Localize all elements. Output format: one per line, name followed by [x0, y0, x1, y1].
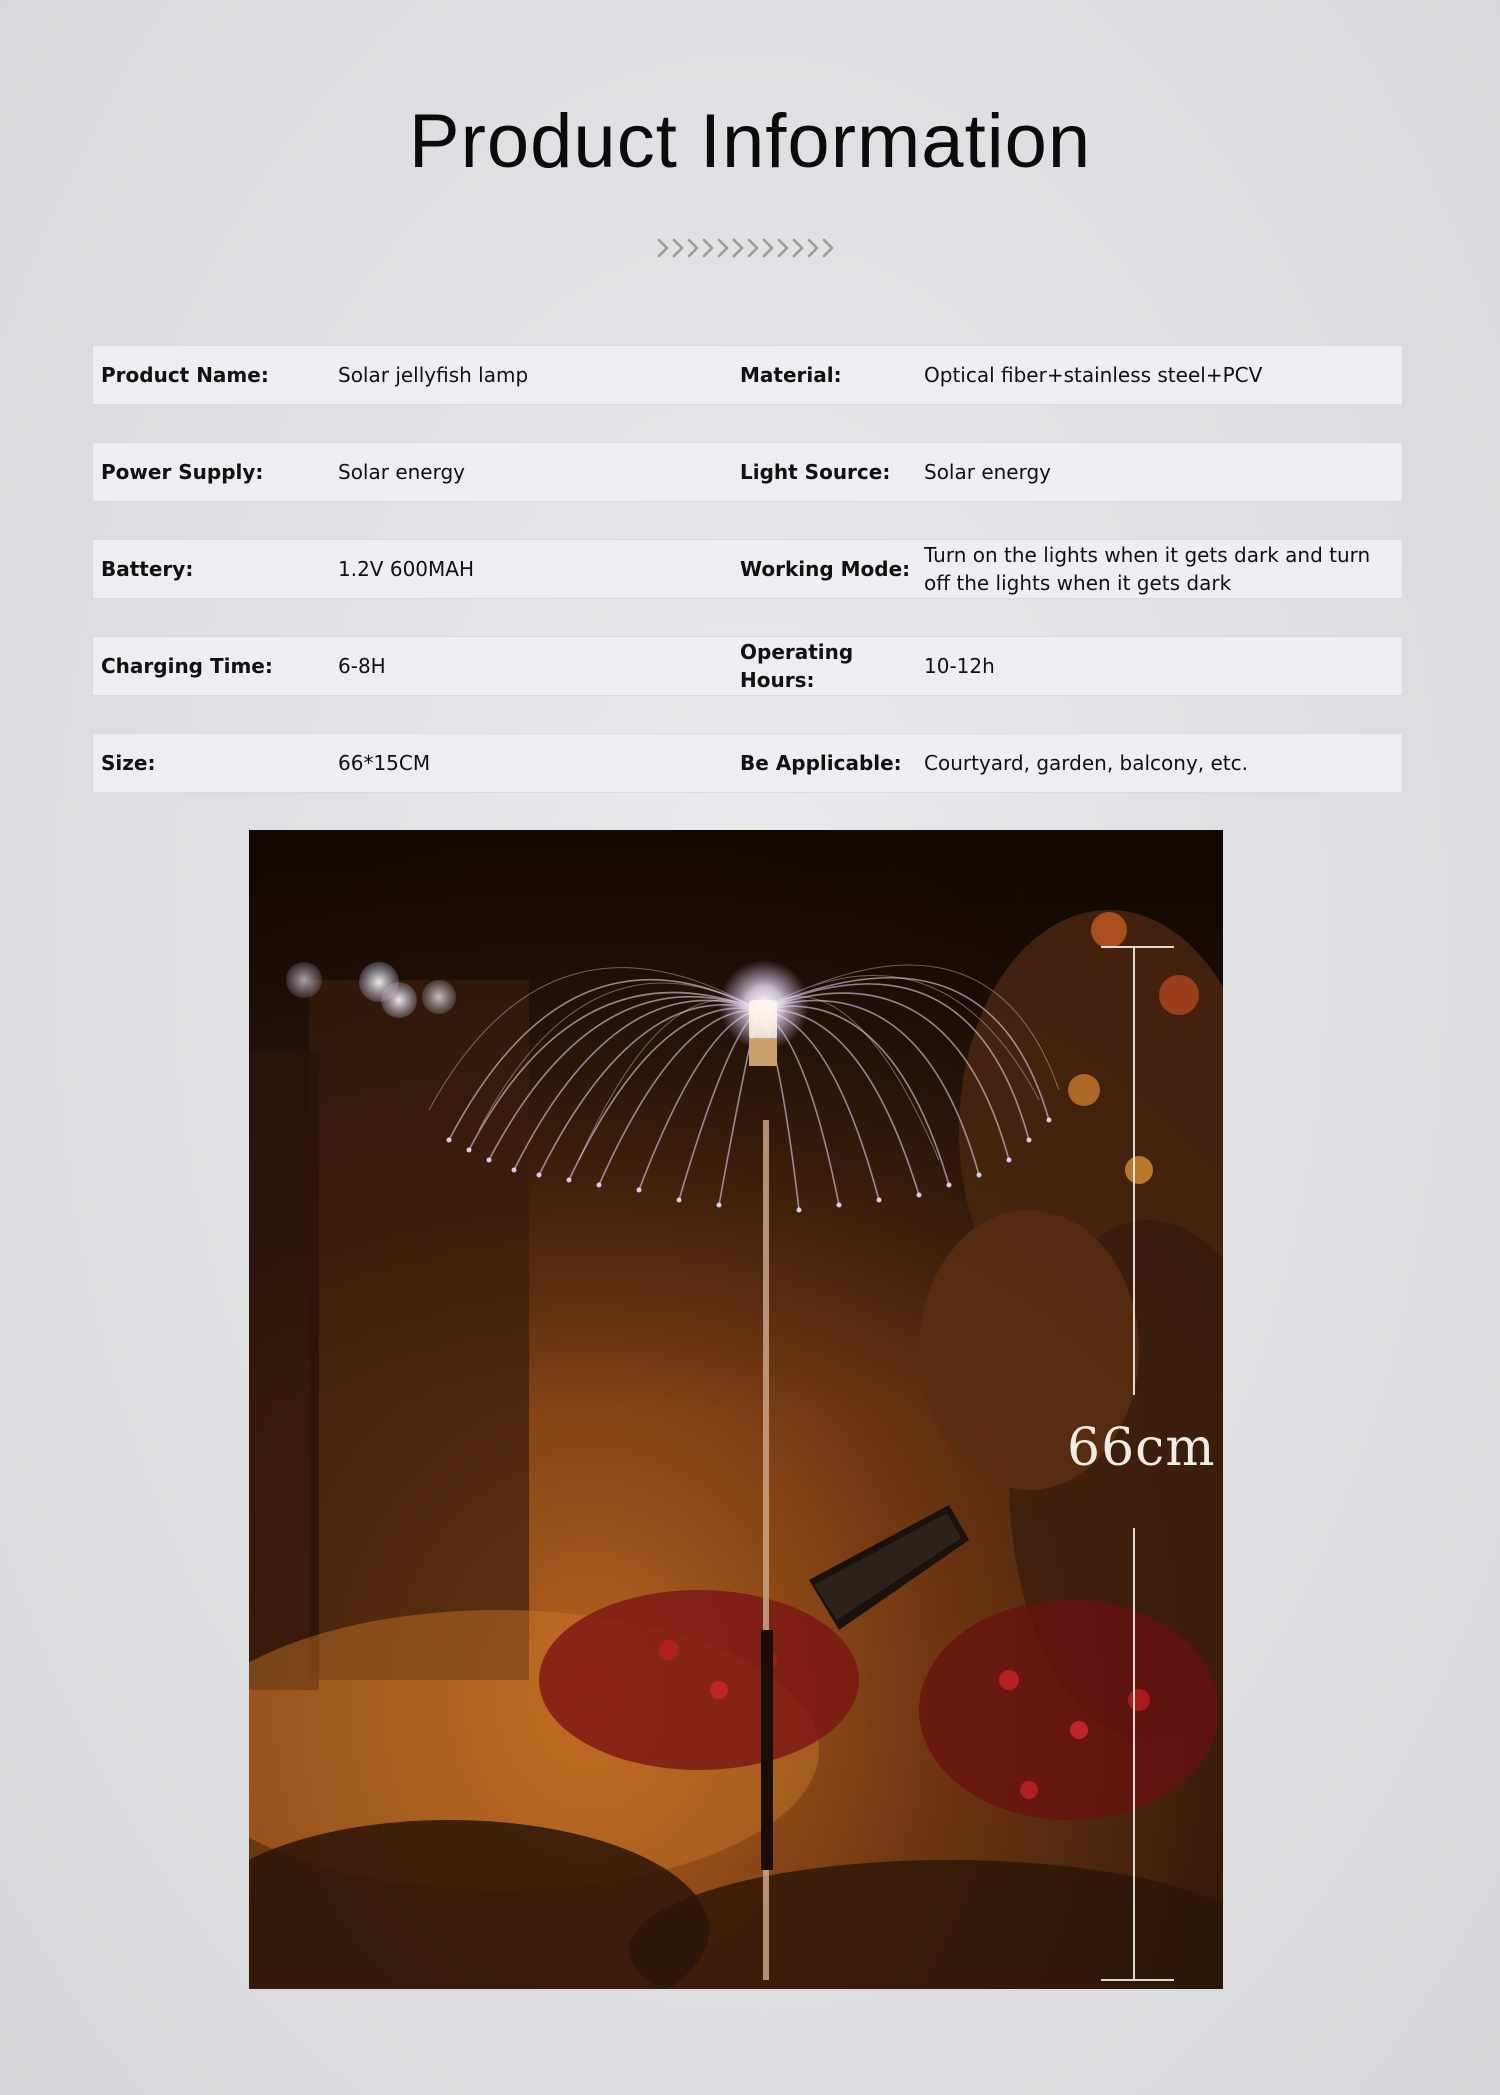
spec-value: Courtyard, garden, balcony, etc. [924, 751, 1248, 775]
page-title: Product Information [408, 99, 1092, 184]
spec-row-product-name [92, 345, 1403, 405]
spec-label: Product Name: [101, 363, 269, 387]
spec-value: Optical fiber+stainless steel+PCV [924, 363, 1263, 387]
spec-value: 1.2V 600MAH [338, 557, 474, 581]
spec-value: Turn on the lights when it gets dark and turn off the lights when it gets dark [924, 543, 1371, 595]
spec-table [92, 345, 1403, 830]
spec-value: Solar jellyfish lamp [338, 363, 529, 387]
spec-value: 10-12h [924, 654, 995, 678]
spec-row-charging-time [92, 636, 1403, 696]
spec-label: Battery: [101, 557, 194, 581]
spec-label: Operating Hours: [740, 640, 854, 692]
product-photo [249, 830, 1223, 1989]
spec-label: Charging Time: [101, 654, 273, 678]
spec-label: Size: [101, 751, 156, 775]
spec-label: Working Mode: [740, 557, 911, 581]
spec-row-battery [92, 539, 1403, 599]
spec-label: Be Applicable: [740, 751, 902, 775]
spec-value: 6-8H [338, 654, 386, 678]
jellyfish-lamp-illustration [249, 830, 1223, 1989]
spec-row-size [92, 733, 1403, 793]
spec-label: Light Source: [740, 460, 891, 484]
chevron-divider [0, 236, 1500, 260]
spec-value: Solar energy [338, 460, 466, 484]
spec-value: Solar energy [924, 460, 1052, 484]
spec-row-power-supply [92, 442, 1403, 502]
spec-label: Power Supply: [101, 460, 264, 484]
chevron-arrows-icon [655, 236, 845, 260]
spec-label: Material: [740, 363, 842, 387]
height-dimension-label: 66cm [1067, 1418, 1216, 1478]
spec-value: 66*15CM [338, 751, 431, 775]
